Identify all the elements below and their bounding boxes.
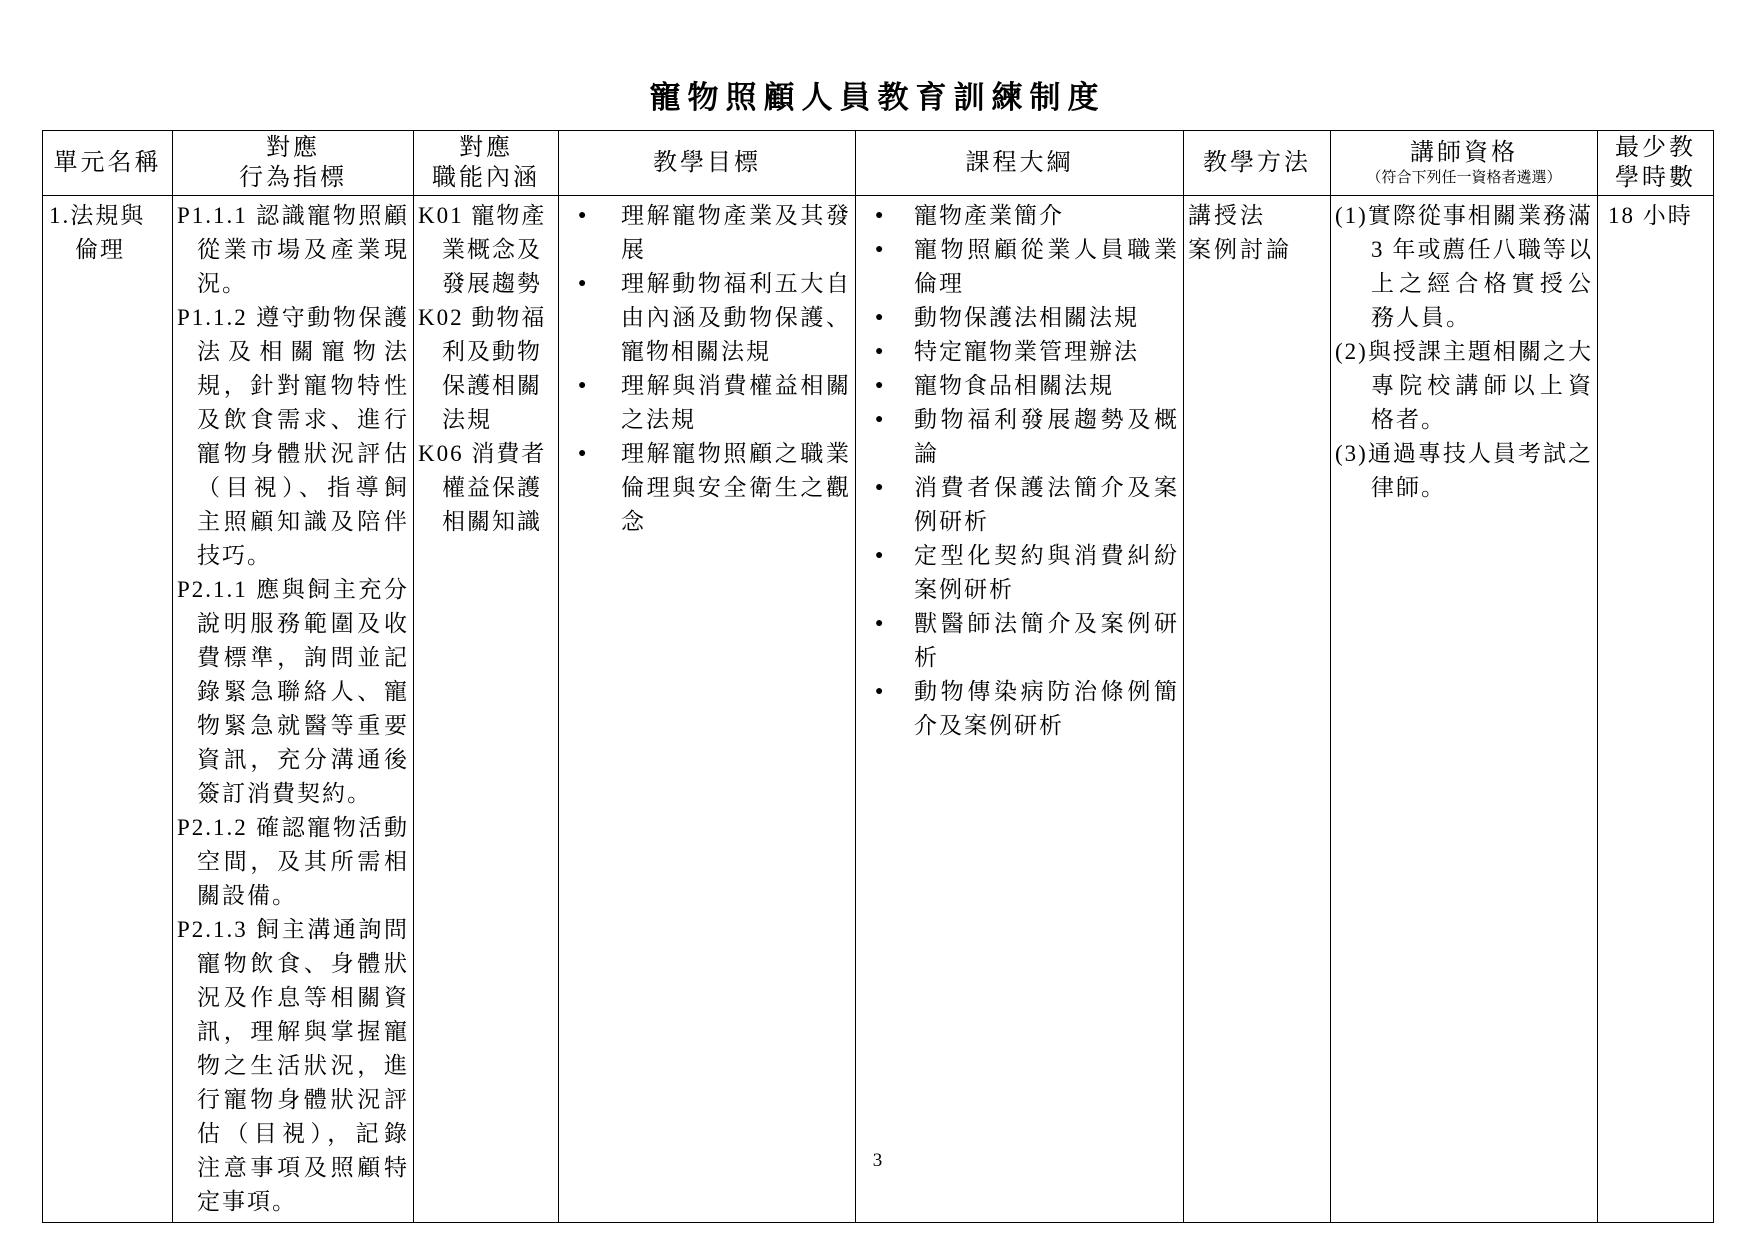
objective-item: ● 理解寵物產業及其發展 xyxy=(563,199,851,267)
header-unit-name xyxy=(43,131,173,196)
header-label: 對應 xyxy=(266,135,320,161)
outline-item: ● 動物保護法相關法規 xyxy=(860,301,1179,335)
cell-min-hours xyxy=(1598,196,1714,1223)
page-title: 寵物照顧人員教育訓練制度 xyxy=(649,80,1106,115)
header-instructor xyxy=(1331,131,1598,196)
outline-list xyxy=(860,199,1179,743)
outline-item: ● 動物傳染病防治條例簡介及案例研析 xyxy=(860,675,1179,743)
outline-item: ● 寵物食品相關法規 xyxy=(860,369,1179,403)
header-competency xyxy=(414,131,559,196)
header-row xyxy=(43,131,1714,196)
header-label: 教學目標 xyxy=(653,150,761,176)
min-hours-value: 18 小時 xyxy=(1608,203,1693,228)
behavior-indicator-item: P1.1.2 遵守動物保護法及相關寵物法規，針對寵物特性及飲食需求、進行寵物身體狀況評估（目視）、指導飼主照顧知識及陪伴技巧。 xyxy=(177,305,409,568)
qualification-list xyxy=(1335,199,1593,505)
outline-item: ● 寵物照顧從業人員職業倫理 xyxy=(860,233,1179,301)
competency-item: K06 消費者權益保護相關知識 xyxy=(418,441,547,534)
header-label: 最少教 xyxy=(1615,135,1696,161)
qualification-item: (2)與授課主題相關之大專院校講師以上資格者。 xyxy=(1335,339,1593,432)
outline-item: ● 獸醫師法簡介及案例研析 xyxy=(860,607,1179,675)
outline-item: ● 定型化契約與消費糾紛案例研析 xyxy=(860,539,1179,607)
page-number: 3 xyxy=(872,1150,883,1171)
behavior-indicator-list xyxy=(177,199,409,1219)
header-label: 教學方法 xyxy=(1203,150,1311,176)
method-item: 講授法 xyxy=(1188,203,1266,228)
table-row xyxy=(43,196,1714,1223)
outline-item: ● 寵物產業簡介 xyxy=(860,199,1179,233)
qualification-item: (3)通過專技人員考試之律師。 xyxy=(1335,441,1593,500)
cell-outline xyxy=(856,196,1184,1223)
outline-item: ● 特定寵物業管理辦法 xyxy=(860,335,1179,369)
qualification-item: (1)實際從事相關業務滿 3 年或薦任八職等以上之經合格實授公務人員。 xyxy=(1335,203,1593,330)
cell-behavior-indicators xyxy=(173,196,414,1223)
training-table xyxy=(42,130,1714,1223)
objective-item: ● 理解與消費權益相關之法規 xyxy=(563,369,851,437)
header-label: 課程大綱 xyxy=(965,150,1074,176)
competency-list xyxy=(418,199,554,539)
header-label: 行為指標 xyxy=(239,165,347,191)
cell-unit-name xyxy=(43,196,173,1223)
method-item: 案例討論 xyxy=(1188,237,1292,262)
header-instructor-note: （符合下列任一資格者遴選） xyxy=(1366,170,1562,186)
unit-name-line: 倫理 xyxy=(75,237,125,262)
header-objectives xyxy=(559,131,856,196)
cell-instructor-qualifications xyxy=(1331,196,1598,1223)
outline-item: ● 消費者保護法簡介及案例研析 xyxy=(860,471,1179,539)
cell-objectives xyxy=(559,196,856,1223)
behavior-indicator-item: P2.1.2 確認寵物活動空間，及其所需相關設備。 xyxy=(177,815,409,908)
unit-name-line: 1.法規與 xyxy=(49,203,146,228)
header-behavior-indicators xyxy=(173,131,414,196)
header-label: 學時數 xyxy=(1615,165,1696,191)
header-outline xyxy=(856,131,1184,196)
objective-item: ● 理解寵物照顧之職業倫理與安全衛生之觀念 xyxy=(563,437,851,539)
behavior-indicator-item: P2.1.1 應與飼主充分說明服務範圍及收費標準，詢問並記錄緊急聯絡人、寵物緊急就醫等重要資訊，充分溝通後簽訂消費契約。 xyxy=(177,577,409,806)
cell-methods xyxy=(1184,196,1331,1223)
behavior-indicator-item: P2.1.3 飼主溝通詢問寵物飲食、身體狀況及作息等相關資訊，理解與掌握寵物之生活狀況，進行寵物身體狀況評估（目視），記錄注意事項及照顧特定事項。 xyxy=(177,917,409,1214)
objectives-list xyxy=(563,199,851,539)
header-label: 對應 xyxy=(459,135,513,161)
header-label: 講師資格 xyxy=(1410,140,1518,166)
competency-item: K01 寵物產業概念及發展趨勢 xyxy=(418,203,547,296)
competency-item: K02 動物福利及動物保護相關法規 xyxy=(418,305,547,432)
header-label: 職能內涵 xyxy=(432,165,540,191)
header-label: 單元名稱 xyxy=(53,150,162,176)
methods-list xyxy=(1188,199,1326,267)
objective-item: ● 理解動物福利五大自由內涵及動物保護、寵物相關法規 xyxy=(563,267,851,369)
outline-item: ● 動物福利發展趨勢及概論 xyxy=(860,403,1179,471)
cell-competency xyxy=(414,196,559,1223)
header-min-hours xyxy=(1598,131,1714,196)
header-methods xyxy=(1184,131,1331,196)
behavior-indicator-item: P1.1.1 認識寵物照顧從業市場及產業現況。 xyxy=(177,203,409,296)
